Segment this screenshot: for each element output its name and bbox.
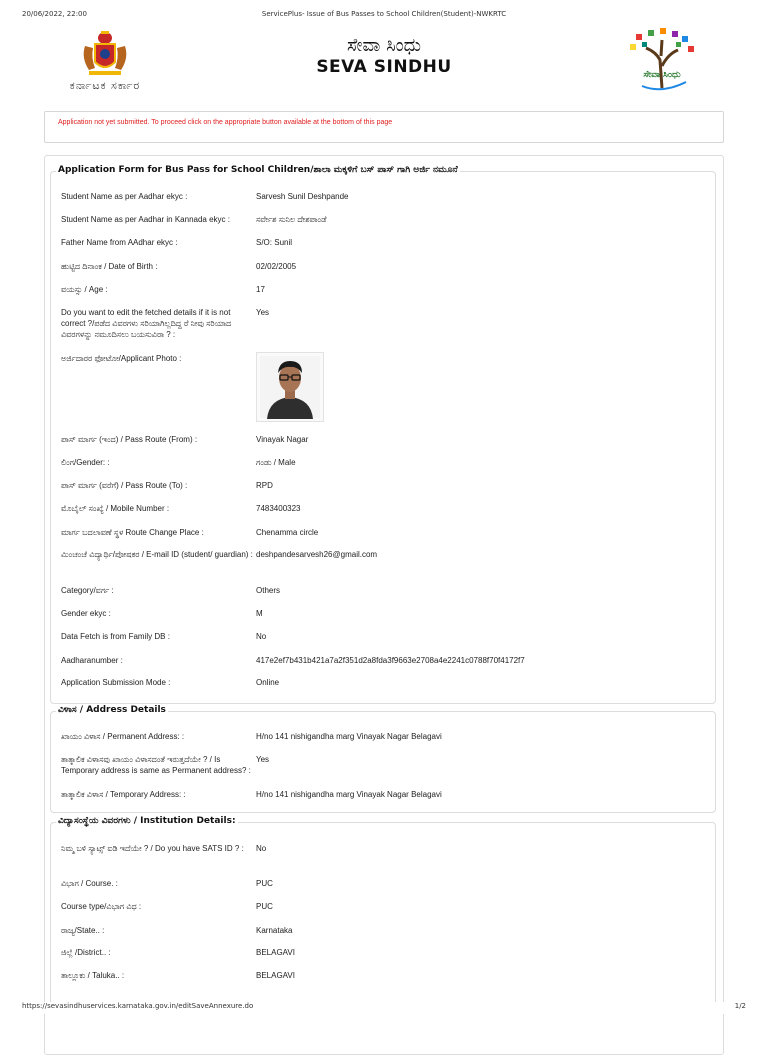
field-label: Do you want to edit the fetched details if it is not correct ?/ಪಡೆದ ವಿವರಗಳು ಸರಿಯಾಗಿಲ್ಲದಿದ್ದ ರೆ ನೀವು ಸರಿಯಾದ ವಿವರಗಳನ್ನು ನಮೂದಿಸಲು ಬಯಸುವಿರಾ ? :	[61, 308, 232, 339]
field-label: ಹುಟ್ಟಿದ ದಿನಾಂಕ / Date of Birth :	[61, 262, 158, 271]
institution-section-legend: ವಿದ್ಯಾಸಂಸ್ಥೆಯ ವಿವರಗಳು / Institution Details:	[58, 816, 236, 826]
emblem-caption: ಕರ್ನಾಟಕ ಸರ್ಕಾರ	[69, 79, 141, 92]
field-label: ಖಾಯಂ ವಿಳಾಸ / Permanent Address: :	[61, 732, 185, 741]
field-label: ರಾಜ್ಯ/State.. :	[61, 926, 105, 935]
submission-alert	[44, 111, 724, 143]
field-value: 7483400323	[256, 504, 301, 513]
field-label: ತಾತ್ಕಾಲಿಕ ವಿಳಾಸವು ಖಾಯಂ ವಿಳಾಸದಂತೆ ಇರುತ್ತದೆಯೇ ? / Is Temporary address is same as Permanent address? :	[61, 755, 251, 775]
field-value: Online	[256, 678, 280, 687]
field-value: H/no 141 nishigandha marg Vinayak Nagar Belagavi	[256, 732, 442, 741]
field-label: ಮಾರ್ಗ ಬದಲಾವಣೆ ಸ್ಥಳ Route Change Place :	[61, 528, 204, 537]
field-label: Course type/ವಿಭಾಗ ವಿಧ :	[61, 902, 142, 911]
aadhar-number-value: 417e2ef7b431b421a7a2f351d2a8fda3f9663e2708a4e2241c0788f70f4172f7	[256, 656, 525, 665]
print-footer	[22, 1002, 746, 1014]
field-value: BELAGAVI	[256, 971, 295, 980]
field-value: Yes	[256, 755, 270, 764]
field-value: PUC	[256, 879, 273, 888]
field-value: BELAGAVI	[256, 948, 295, 957]
applicant-photo-image	[257, 353, 323, 421]
field-value: 17	[256, 285, 265, 294]
field-label: ತಾತ್ಕಾಲಿಕ ವಿಳಾಸ / Temporary Address: :	[61, 790, 186, 799]
field-label: Category/ವರ್ಗ :	[61, 586, 114, 595]
field-value: ಗಂಡು / Male	[256, 458, 296, 467]
print-header	[22, 10, 746, 22]
field-label: Student Name as per Aadhar in Kannada ekyc :	[61, 215, 230, 224]
field-value: H/no 141 nishigandha marg Vinayak Nagar Belagavi	[256, 790, 442, 799]
address-section-legend: ವಿಳಾಸ / Address Details	[58, 705, 166, 715]
field-label: Data Fetch is from Family DB :	[61, 632, 170, 641]
banner	[0, 26, 768, 102]
field-label: ಪಾಸ್ ಮಾರ್ಗ (ಇಂದ) / Pass Route (From) :	[61, 435, 198, 444]
brand-title-english: SEVA SINDHU	[316, 57, 452, 77]
print-page-title: ServicePlus- Issue of Bus Passes to School Children(Student)-NWKRTC	[261, 10, 507, 18]
field-label: ಮೊಬೈಲ್ ಸಂಖ್ಯೆ / Mobile Number :	[61, 504, 170, 513]
field-value: Yes	[256, 308, 270, 317]
field-value: Chenamma circle	[256, 528, 319, 537]
seva-sindhu-tree-logo	[616, 26, 708, 96]
field-label: ಜಿಲ್ಲೆ /District.. :	[61, 948, 111, 957]
field-value: No	[256, 844, 267, 853]
field-label: ಲಿಂಗ/Gender: :	[61, 458, 110, 467]
field-label: ವಿಭಾಗ / Course. :	[61, 879, 118, 888]
field-value: Others	[256, 586, 281, 595]
brand-title-kannada: ಸೇವಾ ಸಿಂಧು	[347, 35, 421, 56]
alert-message: Application not yet submitted. To proceed click on the appropriate button available at the bottom of this page	[58, 119, 393, 126]
tree-logo-text: ಸೇವಾ ಸಿಂಧು	[643, 70, 681, 80]
field-value: No	[256, 632, 267, 641]
applicant-photo	[256, 352, 324, 422]
field-value: RPD	[256, 481, 273, 490]
field-value: ಸರ್ವೇಶ ಸುನಿಲ ದೇಶಪಾಂಡೆ	[256, 215, 327, 224]
field-label: Application Submission Mode :	[61, 678, 171, 687]
print-datetime: 20/06/2022, 22:00	[22, 10, 87, 18]
field-label: Gender ekyc :	[61, 609, 111, 618]
field-value: 02/02/2005	[256, 262, 297, 271]
field-value: deshpandesarvesh26@gmail.com	[256, 550, 378, 559]
page-number: 1/2	[734, 1002, 746, 1010]
application-section-legend: Application Form for Bus Pass for School Children/ಶಾಲಾ ಮಕ್ಕಳಿಗೆ ಬಸ್ ಪಾಸ್ ಗಾಗಿ ಅರ್ಜಿ ನಮೂನೆ	[58, 165, 458, 175]
field-value: PUC	[256, 902, 273, 911]
field-value: Vinayak Nagar	[256, 435, 309, 444]
page-url: https://sevasindhuservices.karnataka.gov.in/editSaveAnnexure.do	[22, 1002, 254, 1010]
field-value: Sarvesh Sunil Deshpande	[256, 192, 349, 201]
field-label: ವಯಸ್ಸು / Age :	[61, 285, 108, 294]
field-value: S/O: Sunil	[256, 238, 293, 247]
field-label: ಅರ್ಜಿದಾರರ ಫೋಟೋ/Applicant Photo :	[61, 354, 182, 363]
field-label: ಮಿಂಚಂಚೆ ವಿದ್ಯಾರ್ಥಿ/ಪೋಷಕರ / E-mail ID (student/ guardian) :	[61, 550, 253, 559]
field-label: Aadharanumber :	[61, 656, 123, 665]
field-label: Father Name from AAdhar ekyc :	[61, 238, 178, 247]
field-label: ತಾಲ್ಲೂಕು / Taluka.. :	[61, 971, 125, 980]
field-value: M	[256, 609, 263, 618]
field-label: ನಿಮ್ಮ ಬಳಿ ಸ್ಯಾಟ್ಸ್ ಐಡಿ ಇದೆಯೇ ? / Do you have SATS ID ? :	[61, 844, 244, 853]
field-label: ಪಾಸ್ ಮಾರ್ಗ (ವರೆಗೆ) / Pass Route (To) :	[61, 481, 188, 490]
field-value: Karnataka	[256, 926, 293, 935]
field-label: Student Name as per Aadhar ekyc :	[61, 192, 188, 201]
